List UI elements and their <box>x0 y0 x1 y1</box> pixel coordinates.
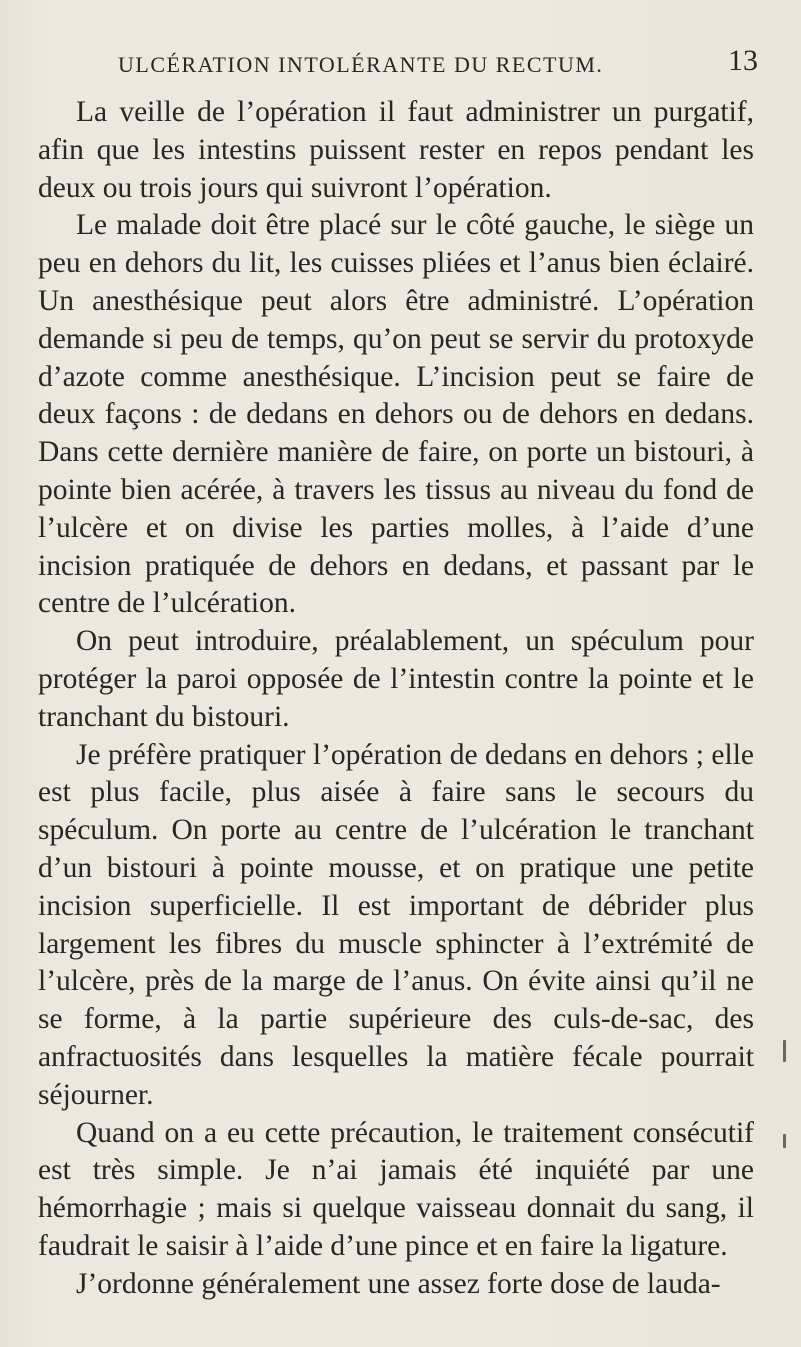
page-number: 13 <box>728 44 758 77</box>
paragraph: J’ordonne généralement une assez forte dose de lauda- <box>76 1267 721 1300</box>
page-header <box>118 40 758 90</box>
paragraph: Je préfère pratiquer l’opération de dedans en dehors ; elle est plus facile, plus aisée à faire sans le secours du spéculum. On porte au centre de l’ulcération le tranchant d’un bistouri à pointe mousse, et on pratique une petite incision superficielle. Il est important de débrider plus largement les fibres du muscle sphincter à l’extrémité de l’ulcère, près de la marge de l’anus. On évite ainsi qu’il ne se forme, à la partie supérieure des culs-de-sac, des anfractuosités dans lesquelles la matière fécale pourrait séjourner. <box>38 738 754 1111</box>
paragraph: Quand on a eu cette précaution, le traitement consécutif est très simple. Je n’ai jamais été inquiété par une hémorrhagie ; mais si quelque vaisseau donnait du sang, il faudrait le saisir à l’aide d’une pince et en faire la ligature. <box>38 1116 754 1262</box>
running-title: ULCÉRATION INTOLÉRANTE DU RECTUM. <box>118 52 604 77</box>
paragraph: Le malade doit être placé sur le côté gauche, le siège un peu en dehors du lit, les cuisses pliées et l’anus bien éclairé. Un anesthésique peut alors être administré. L’opération demande si peu de temps, qu’on peut se servir du protoxyde d’azote comme anesthésique. L’incision peut se faire de deux façons : de dedans en dehors ou de dehors en dedans. Dans cette dernière manière de faire, on porte un bistouri, à pointe bien acérée, à travers les tissus au niveau du fond de l’ulcère et on divise les parties molles, à l’aide d’une incision pratiquée de dehors en dedans, et passant par le centre de l’ulcération. <box>38 209 754 620</box>
body-text <box>38 94 754 1304</box>
paragraph: On peut introduire, préalablement, un spéculum pour protéger la paroi opposée de l’intestin contre la pointe et le tranchant du bistouri. <box>38 625 754 733</box>
paragraph: La veille de l’opération il faut administrer un purgatif, afin que les intestins puissent rester en repos pendant les deux ou trois jours qui suivront l’opération. <box>38 96 754 204</box>
page-edge-mark <box>783 1134 786 1148</box>
page-edge-mark <box>783 1040 786 1062</box>
